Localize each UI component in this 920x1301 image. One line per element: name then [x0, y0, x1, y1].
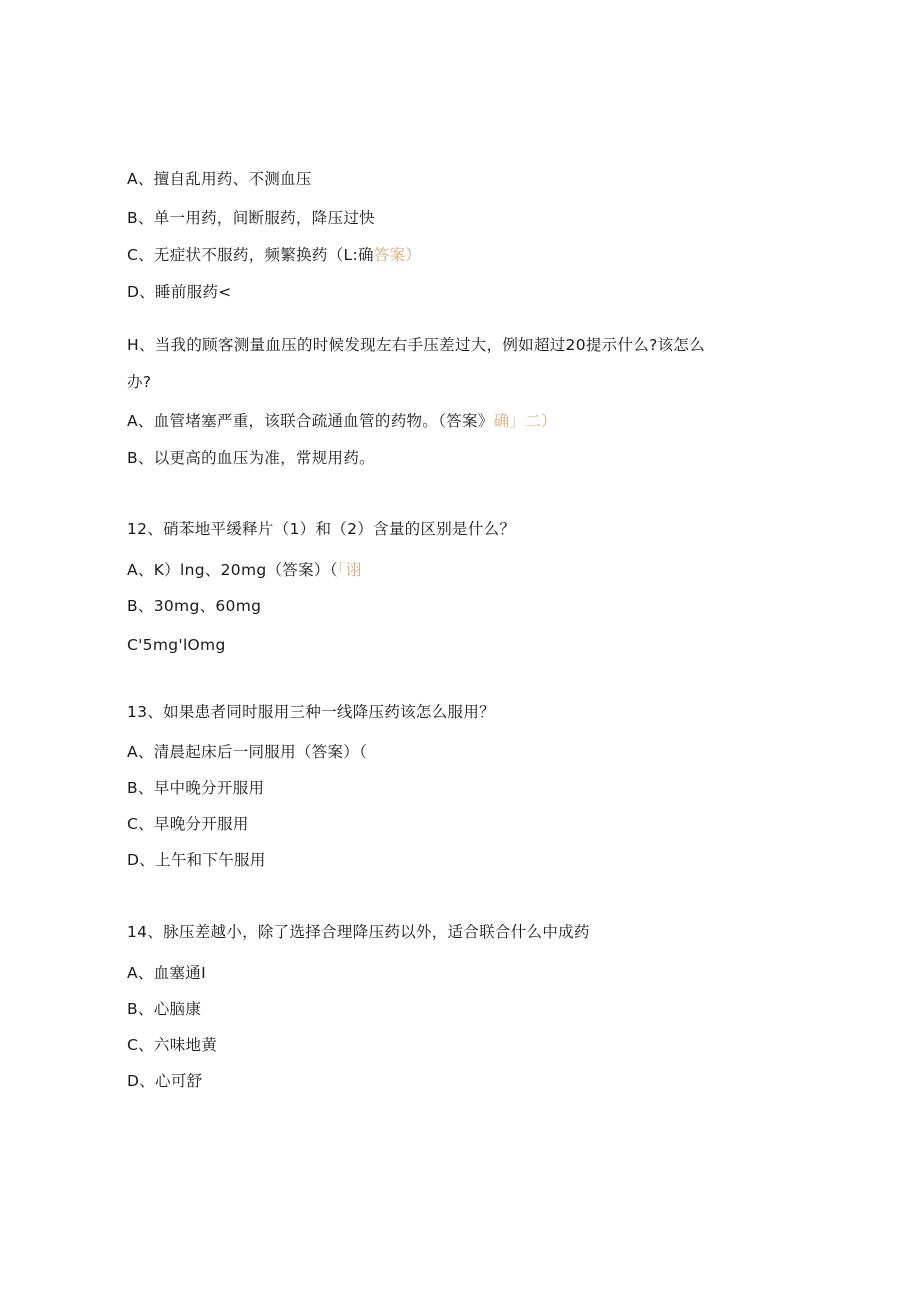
question-11-option-a-text: A、血管堵塞严重，该联合疏通血管的药物。（答案》	[127, 412, 494, 430]
question-14: 14、脉压差越小，除了选择合理降压药以外，适合联合什么中成药	[127, 923, 590, 941]
question-11-line-1: H、当我的顾客测量血压的时候发现左右手压差过大，例如超过20提示什么?该怎么	[127, 336, 706, 354]
question-14-option-a: A、血塞通I	[127, 964, 206, 982]
question-13-option-d: D、上午和下午服用	[127, 851, 266, 869]
question-12: 12、硝苯地平缓释片（1）和（2）含量的区别是什么？	[127, 520, 516, 538]
option-a: A、擅自乱用药、不测血压	[127, 170, 312, 188]
question-11-option-b: B、以更高的血压为准，常规用药。	[127, 449, 375, 467]
option-c-answer-mark: 答案）	[373, 246, 422, 264]
question-12-option-a-text: A、K）lng、20mg（答案）（	[127, 561, 338, 579]
question-12-option-a	[127, 560, 362, 580]
option-b: B、单一用药，间断服药，降压过快	[127, 209, 375, 227]
question-14-option-b: B、心脑康	[127, 1000, 202, 1018]
question-13: 13、如果患者同时服用三种一线降压药该怎么服用？	[127, 703, 495, 721]
question-13-option-a: A、清晨起床后一同服用（答案）（	[127, 743, 368, 761]
question-13-option-b: B、早中晚分开服用	[127, 779, 265, 797]
question-12-option-a-answer-mark: 「诩	[337, 561, 362, 579]
question-14-option-c: C、六味地黄	[127, 1036, 218, 1054]
option-c-text: C、无症状不服药，频繁换药（L:确	[127, 246, 374, 264]
option-c	[127, 245, 421, 265]
question-12-option-c: C'5mg'lOmg	[127, 636, 226, 654]
question-11-option-a-answer-mark: 确」二）	[493, 412, 557, 430]
option-d: D、睡前服药<	[127, 283, 232, 301]
question-14-option-d: D、心可舒	[127, 1072, 203, 1090]
question-13-option-c: C、早晚分开服用	[127, 815, 249, 833]
question-11-line-2: 办?	[127, 373, 152, 391]
question-11-option-a	[127, 411, 557, 431]
question-12-option-b: B、30mg、60mg	[127, 597, 262, 615]
